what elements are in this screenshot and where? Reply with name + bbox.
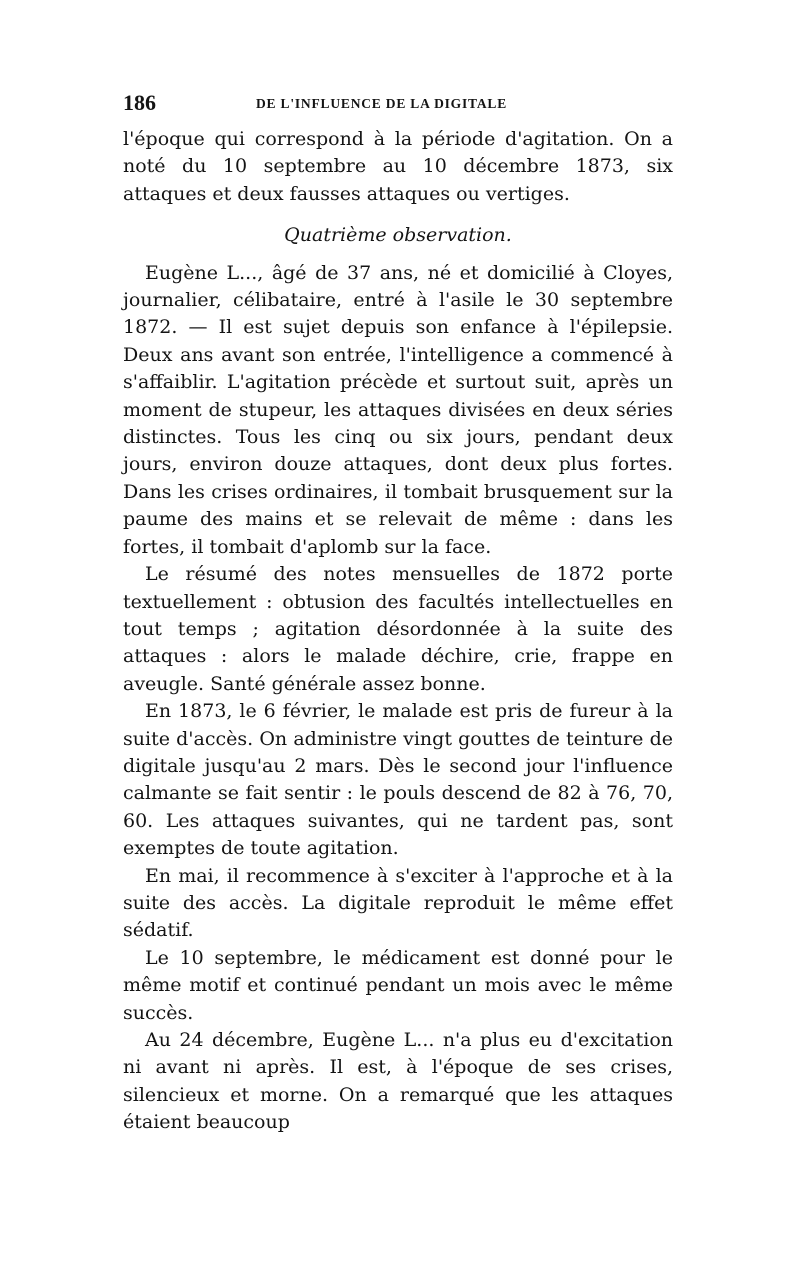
paragraph-observation-intro: Eugène L..., âgé de 37 ans, né et domicilié à Cloyes, journalier, célibataire, entré à l'asile le 30 septembre 1872. — Il est sujet depuis son enfance à l'épilepsie. Deux ans avant son entrée, l'intelligence a commencé à s'affaiblir. L'agitation précède et surtout suit, après un moment de stupeur, les attaques divisées en deux séries distinctes. Tous les cinq ou six jours, pendant deux jours, environ douze attaques, dont deux plus fortes. Dans les crises ordinaires, il tombait brusquement sur la paume des mains et se relevait de même : dans les fortes, il tombait d'aplomb sur la face.: [123, 261, 673, 558]
paragraph-september: Le 10 septembre, le médicament est donné pour le même motif et continué pendant un mois avec le même succès.: [123, 946, 673, 1024]
body-text: [123, 126, 673, 1137]
book-page: [123, 90, 673, 1137]
paragraph-continued: l'époque qui correspond à la période d'agitation. On a noté du 10 septembre au 10 décembre 1873, six attaques et deux fausses attaques ou vertiges.: [123, 128, 673, 205]
paragraph-1872-summary: Le résumé des notes mensuelles de 1872 porte textuellement : obtusion des facultés intellectuelles en tout temps ; agitation désordonnée à la suite des attaques : alors le malade déchire, crie, frappe en aveugle. Santé générale assez bonne.: [123, 563, 673, 695]
paragraph-1873-february: En 1873, le 6 février, le malade est pris de fureur à la suite d'accès. On administre vingt gouttes de teinture de digitale jusqu'au 2 mars. Dès le second jour l'influence calmante se fait sentir : le pouls descend de 82 à 76, 70, 60. Les attaques suivantes, qui ne tardent pas, sont exemptes de toute agitation.: [123, 700, 673, 860]
paragraph-may: En mai, il recommence à s'exciter à l'approche et à la suite des accès. La digitale reproduit le même effet sédatif.: [123, 864, 673, 942]
running-title: DE L'INFLUENCE DE LA DIGITALE: [256, 96, 507, 111]
section-title: Quatrième observation.: [284, 224, 512, 247]
paragraph-december: Au 24 décembre, Eugène L... n'a plus eu d'excitation ni avant ni après. Il est, à l'époque de ses crises, silencieux et morne. On a remarqué que les attaques étaient beaucoup: [123, 1029, 673, 1134]
page-header: [123, 90, 673, 118]
page-number: 186: [123, 90, 156, 115]
